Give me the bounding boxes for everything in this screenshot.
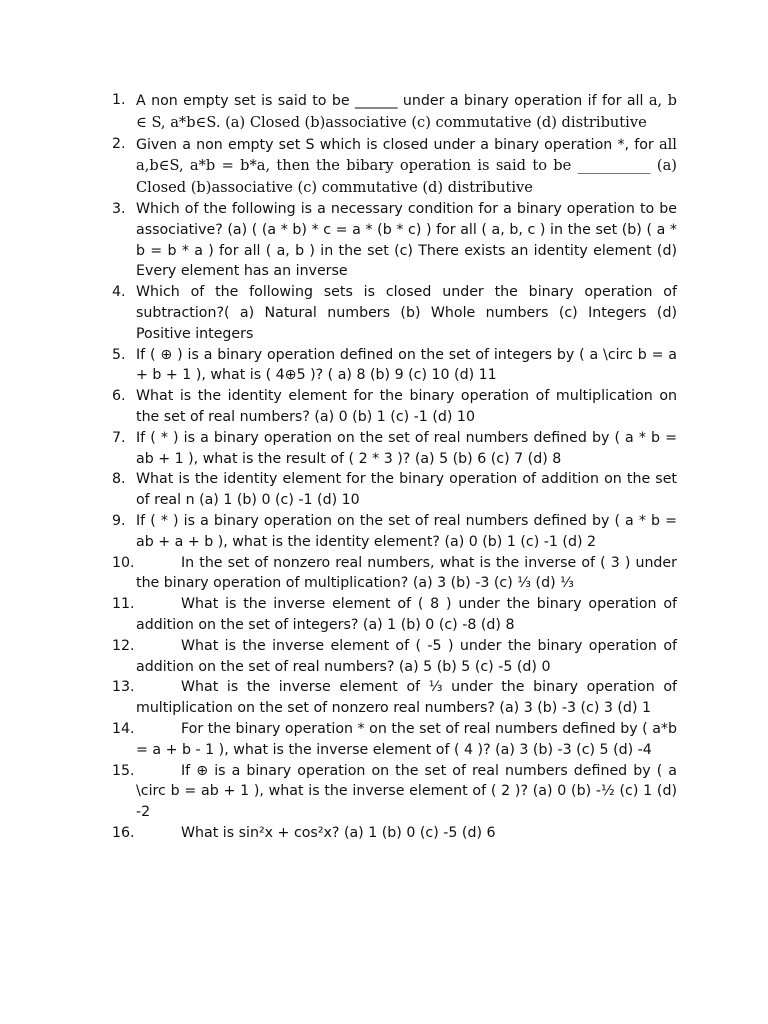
question-text xyxy=(136,719,677,761)
question-7 xyxy=(112,428,677,470)
question-number: 4. xyxy=(112,284,126,301)
question-body: What is sin²x + cos²x? (a) 1 (b) 0 (c) -5 (d) 6 xyxy=(181,824,496,841)
question-body: If ⊕ is a binary operation on the set of real numbers defined by ( a \circ b = ab + 1 ), what is the inverse element of ( 2 )? (a) 0 (b) -½ (c) 1 (d) -2 xyxy=(136,762,677,821)
question-body: What is the inverse element of ( 8 ) under the binary operation of addition on the set of integers? (a) 1 (b) 0 (c) -8 (d) 8 xyxy=(136,596,677,633)
question-text xyxy=(136,636,677,678)
question-body: For the binary operation * on the set of real numbers defined by ( a*b = a + b - 1 ), what is the inverse element of ( 4 )? (a) 3 (b) -3 (c) 5 (d) -4 xyxy=(136,720,677,758)
question-text xyxy=(136,553,677,595)
question-text xyxy=(136,761,677,823)
question-11 xyxy=(112,594,677,636)
question-text: If ( ⊕ ) is a binary operation defined on the set of integers by ( a \circ b = a + b + 1 ), what is ( 4⊕5 )? ( a) 8 (b) 9 (c) 10 (d) 11 xyxy=(136,346,677,384)
question-number: 6. xyxy=(112,388,126,405)
question-text xyxy=(136,137,677,197)
question-body: What is the inverse element of ⅓ under the binary operation of multiplication on the set of nonzero real numbers? (a) 3 (b) -3 (c) 3 (d) 1 xyxy=(136,679,677,717)
question-text-serif: all a,b∈S, a*b = b*a, then the bibary operation is said to be __________ (a) Closed (b)associative (c) commutative (d) distributive xyxy=(136,135,677,197)
question-number: 7. xyxy=(112,429,126,446)
question-8 xyxy=(112,469,677,511)
question-6 xyxy=(112,386,677,428)
question-15 xyxy=(112,761,677,823)
question-text: What is the identity element for the binary operation of addition on the set of real n (a) 1 (b) 0 (c) -1 (d) 10 xyxy=(136,471,677,509)
question-body: In the set of nonzero real numbers, what is the inverse of ( 3 ) under the binary operation of multiplication? (a) 3 (b) -3 (c) ⅓ (d) ⅓ xyxy=(136,554,677,592)
question-3 xyxy=(112,199,677,282)
question-12 xyxy=(112,636,677,678)
question-number: 14. xyxy=(112,720,135,737)
question-number: 8. xyxy=(112,471,126,488)
question-13 xyxy=(112,677,677,719)
question-text: If ( * ) is a binary operation on the set of real numbers defined by ( a * b = ab + 1 ), what is the result of ( 2 * 3 )? (a) 5 (b) 6 (c) 7 (d) 8 xyxy=(136,429,677,467)
question-4 xyxy=(112,282,677,344)
question-body: What is the inverse element of ( -5 ) under the binary operation of addition on the set of real numbers? (a) 5 (b) 5 (c) -5 (d) 0 xyxy=(136,637,677,675)
question-text-sans: A non empty set is said to be ______ under a binary operation if for all xyxy=(136,93,644,109)
question-number: 11. xyxy=(112,596,135,613)
question-text xyxy=(136,677,677,719)
question-list xyxy=(112,90,677,844)
question-text: If ( * ) is a binary operation on the set of real numbers defined by ( a * b = ab + a + b ), what is the identity element? (a) 0 (b) 1 (c) -1 (d) 2 xyxy=(136,512,677,550)
question-number: 12. xyxy=(112,637,135,654)
question-number: 2. xyxy=(112,135,126,152)
question-text: Which of the following sets is closed under the binary operation of subtraction?( a) Natural numbers (b) Whole numbers (c) Integers (d) Positive integers xyxy=(136,284,677,342)
question-text: Which of the following is a necessary condition for a binary operation to be associative? (a) ( (a * b) * c = a * (b * c) ) for all ( a, b, c ) in the set (b) ( a * b = b * a ) for all ( a, b ) in the set (c) There exists an identity element (d) Every element has an inverse xyxy=(136,200,677,280)
question-number: 15. xyxy=(112,762,135,779)
question-5 xyxy=(112,345,677,387)
question-number: 13. xyxy=(112,679,135,696)
question-text xyxy=(136,823,677,844)
question-text-serif: a, b ∈ S, a*b∈S. (a) Closed (b)associative (c) commutative (d) distributive xyxy=(136,92,678,131)
question-number: 16. xyxy=(112,824,135,841)
question-text xyxy=(136,594,677,636)
question-number: 5. xyxy=(112,346,126,363)
question-10 xyxy=(112,553,677,595)
question-text xyxy=(136,93,677,131)
question-number: 10. xyxy=(112,554,135,571)
question-16 xyxy=(112,823,677,844)
question-1 xyxy=(112,90,677,134)
question-2 xyxy=(112,134,677,199)
question-number: 3. xyxy=(112,200,126,217)
question-9 xyxy=(112,511,677,553)
question-number: 1. xyxy=(112,92,126,108)
question-number: 9. xyxy=(112,512,126,529)
question-14 xyxy=(112,719,677,761)
question-text: What is the identity element for the binary operation of multiplication on the set of real numbers? (a) 0 (b) 1 (c) -1 (d) 10 xyxy=(136,388,677,425)
question-text-sans: Given a non empty set S which is closed under a binary operation *, for xyxy=(136,136,654,153)
